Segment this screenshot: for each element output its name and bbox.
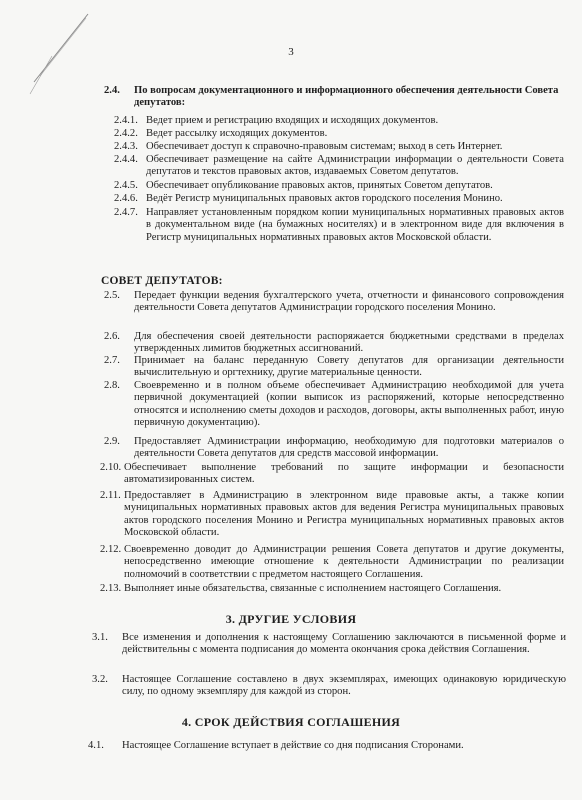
item-number: 2.4.5. <box>114 180 138 191</box>
item-text: Обеспечивает опубликование правовых актов, принятых Советом депутатов. <box>146 180 493 191</box>
page-number: 3 <box>288 46 294 58</box>
item-text: Для обеспечения своей деятельности распоряжается бюджетными средствами в пределах утвержденных лимитов бюджетных ассигнований. <box>134 331 564 355</box>
item-text: Настоящее Соглашение вступает в действие со дня подписания Сторонами. <box>122 740 464 751</box>
item-number: 2.4.3. <box>114 141 138 152</box>
item-text: Направляет установленным порядком копии муниципальных нормативных правовых актов в документальном виде (на бумажных носителях) и в электронном виде для включения в Регистр муниципальных нормативных правовых актов Московской области. <box>146 207 564 243</box>
item-text: Предоставляет в Администрацию в электронном виде правовые акты, а также копии муниципальных нормативных правовых актов для ведения Регистра муниципальных правовых актов городского поселения Монино и Регистра муниципальных нормативных правовых актов Московской области. <box>124 490 564 539</box>
item-number: 2.12. <box>100 544 122 555</box>
council-heading: СОВЕТ ДЕПУТАТОВ: <box>101 275 223 287</box>
item-text: Ведет рассылку исходящих документов. <box>146 128 328 139</box>
section-heading-text: По вопросам документационного и информационного обеспечения деятельности Совета депутатов: <box>134 85 559 109</box>
item-text: Настоящее Соглашение составлено в двух экземплярах, имеющих одинаковую юридическую силу, по одному экземпляру для каждой из сторон. <box>122 674 566 698</box>
item-text: Обеспечивает доступ к справочно-правовым системам; выход в сеть Интернет. <box>146 141 503 152</box>
item-text: Принимает на баланс переданную Совету депутатов для организации деятельности вычислительную и оргтехнику, другие материальные ценности. <box>134 355 564 379</box>
item-number: 2.4.4. <box>114 154 138 165</box>
item-number: 2.9. <box>104 436 120 447</box>
item-number: 2.4.6. <box>114 193 138 204</box>
item-number: 2.5. <box>104 290 120 301</box>
item-number: 4.1. <box>88 740 104 751</box>
item-number: 2.8. <box>104 380 120 391</box>
item-text: Обеспечивает выполнение требований по защите информации и безопасности автоматизированных систем. <box>124 462 564 486</box>
item-number: 2.4.1. <box>114 115 138 126</box>
item-text: Обеспечивает размещение на сайте Администрации информации о деятельности Совета депутатов и текстов правовых актов, издаваемых Советом депутатов. <box>146 154 564 178</box>
item-number: 2.11. <box>100 490 121 501</box>
item-text: Ведет прием и регистрацию входящих и исходящих документов. <box>146 115 439 126</box>
section-number: 2.4. <box>104 85 120 96</box>
item-text: Предоставляет Администрации информацию, необходимую для подготовки материалов о деятельности Совета депутатов для средств массовой информации. <box>134 436 564 460</box>
item-text: Своевременно доводит до Администрации решения Совета депутатов и другие документы, непосредственно имеющие отношение к деятельности Администрации по реализации полномочий в соответствии с предметом настоящего Соглашения. <box>124 544 564 580</box>
item-number: 3.1. <box>92 632 108 643</box>
section-4-title: 4. СРОК ДЕЙСТВИЯ СОГЛАШЕНИЯ <box>181 715 401 729</box>
item-number: 2.4.2. <box>114 128 138 139</box>
item-number: 2.7. <box>104 355 120 366</box>
item-text: Передает функции ведения бухгалтерского учета, отчетности и финансового сопровождения деятельности Совета депутатов Администрации городского поселения Монино. <box>134 290 564 314</box>
item-text: Своевременно и в полном объеме обеспечивает Администрацию необходимой для учета первичной документацией (копии выписок из распоряжений, которые непосредственно относятся и исполнению сметы доходов и расходов, договоры, акты выполненных работ, иную первичную документацию). <box>134 380 564 429</box>
item-text: Ведёт Регистр муниципальных правовых актов городского поселения Монино. <box>146 193 503 204</box>
item-number: 2.13. <box>100 583 122 594</box>
item-number: 2.4.7. <box>114 207 138 218</box>
item-text: Все изменения и дополнения к настоящему Соглашению заключаются в письменной форме и действительны с момента подписания до момента окончания срока действия Соглашения. <box>122 632 566 656</box>
section-3-title: 3. ДРУГИЕ УСЛОВИЯ <box>225 612 357 626</box>
item-number: 3.2. <box>92 674 108 685</box>
item-number: 2.6. <box>104 331 120 342</box>
item-text: Выполняет иные обязательства, связанные с исполнением настоящего Соглашения. <box>124 583 502 594</box>
item-number: 2.10. <box>100 462 122 473</box>
